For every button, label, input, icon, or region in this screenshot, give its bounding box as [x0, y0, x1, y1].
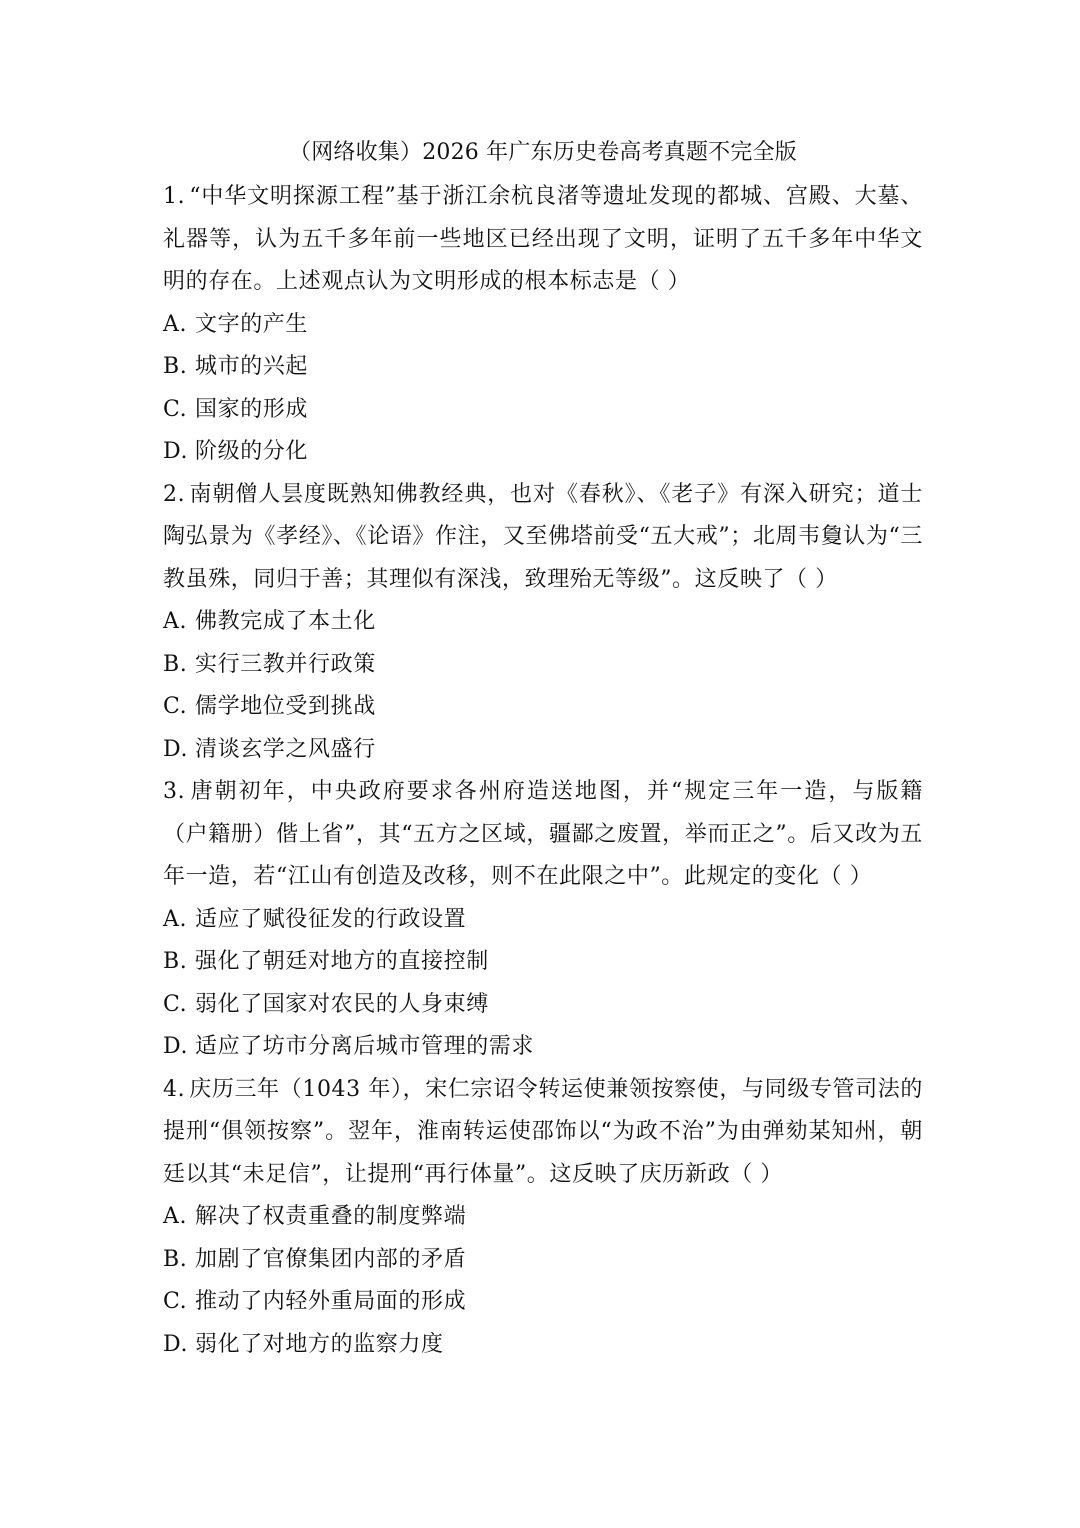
page-content: [163, 132, 923, 1366]
option-label: A.: [163, 311, 188, 337]
option-b: [163, 1239, 923, 1282]
question-3: [163, 771, 923, 1069]
option-text: 儒学地位受到挑战: [195, 694, 376, 719]
question-2: [163, 474, 923, 772]
option-label: D.: [163, 736, 189, 762]
option-a: [163, 304, 923, 347]
question-text: 庆历三年（1043 年），宋仁宗诏令转运使兼领按察使，与同级专管司法的提刑“俱领按察”。翌年，淮南转运使邵饰以“为政不治”为由弹劾某知州，朝廷以其“未足信”，让提刑“再行体量”。这反映了庆历新政（ ）: [163, 1076, 923, 1187]
option-text: 适应了赋役征发的行政设置: [195, 906, 467, 932]
option-label: D.: [163, 1331, 189, 1357]
question-number: 1.: [163, 184, 186, 209]
option-d: [163, 1324, 923, 1367]
question-text: 南朝僧人昙度既熟知佛教经典，也对《春秋》、《老子》有深入研究；道士陶弘景为《孝经》、《论语》作注，又至佛塔前受“五大戒”；北周韦敻认为“三教虽殊，同归于善；其理似有深浅，致理殆无等级”。这反映了（ ）: [163, 481, 923, 592]
question-number: 4.: [163, 1076, 186, 1102]
option-text: 城市的兴起: [195, 354, 309, 379]
option-a: [163, 899, 923, 942]
option-d: [163, 1026, 923, 1069]
option-c: [163, 1281, 923, 1324]
question-stem: [163, 474, 923, 602]
option-text: 文字的产生: [195, 311, 309, 337]
question-4: [163, 1069, 923, 1367]
option-label: B.: [163, 354, 188, 379]
question-number: 3.: [163, 779, 186, 804]
option-text: 实行三教并行政策: [195, 651, 376, 677]
option-label: A.: [163, 906, 188, 932]
question-stem: [163, 771, 923, 899]
option-label: C.: [163, 991, 188, 1017]
option-b: [163, 941, 923, 984]
question-stem: [163, 176, 923, 304]
option-text: 阶级的分化: [195, 439, 309, 464]
option-text: 加剧了官僚集团内部的矛盾: [195, 1246, 467, 1272]
option-text: 弱化了对地方的监察力度: [195, 1331, 444, 1357]
document-title: （网络收集）2026 年广东历史卷高考真题不完全版: [289, 140, 797, 165]
option-c: [163, 984, 923, 1027]
option-d: [163, 729, 923, 772]
option-d: [163, 431, 923, 474]
option-c: [163, 389, 923, 432]
option-text: 国家的形成: [195, 396, 309, 422]
option-c: [163, 686, 923, 729]
question-text: 唐朝初年，中央政府要求各州府造送地图，并“规定三年一造，与版籍（户籍册）偕上省”，其“五方之区域，疆鄙之废置，举而正之”。后又改为五年一造，若“江山有创造及改移，则不在此限之中”。此规定的变化（ ）: [163, 779, 923, 889]
question-1: [163, 176, 923, 474]
option-text: 适应了坊市分离后城市管理的需求: [195, 1034, 535, 1059]
question-text: “中华文明探源工程”基于浙江余杭良渚等遗址发现的都城、宫殿、大墓、礼器等，认为五千多年前一些地区已经出现了文明，证明了五千多年中华文明的存在。上述观点认为文明形成的根本标志是（ ）: [163, 184, 923, 294]
option-label: B.: [163, 1246, 188, 1272]
option-b: [163, 346, 923, 389]
option-text: 强化了朝廷对地方的直接控制: [195, 949, 489, 974]
question-number: 2.: [163, 481, 186, 507]
option-label: D.: [163, 439, 189, 464]
option-text: 解决了权责重叠的制度弊端: [195, 1204, 467, 1229]
option-text: 清谈玄学之风盛行: [195, 736, 376, 762]
option-text: 弱化了国家对农民的人身束缚: [195, 991, 489, 1017]
option-text: 佛教完成了本土化: [195, 609, 376, 634]
option-label: B.: [163, 651, 188, 677]
option-label: C.: [163, 1289, 188, 1314]
option-label: C.: [163, 396, 188, 422]
option-label: C.: [163, 694, 188, 719]
option-label: B.: [163, 949, 188, 974]
question-stem: [163, 1069, 923, 1197]
option-text: 推动了内轻外重局面的形成: [195, 1289, 467, 1314]
option-label: D.: [163, 1034, 189, 1059]
option-label: A.: [163, 609, 188, 634]
option-label: A.: [163, 1204, 188, 1229]
option-a: [163, 601, 923, 644]
option-a: [163, 1196, 923, 1239]
option-b: [163, 644, 923, 687]
